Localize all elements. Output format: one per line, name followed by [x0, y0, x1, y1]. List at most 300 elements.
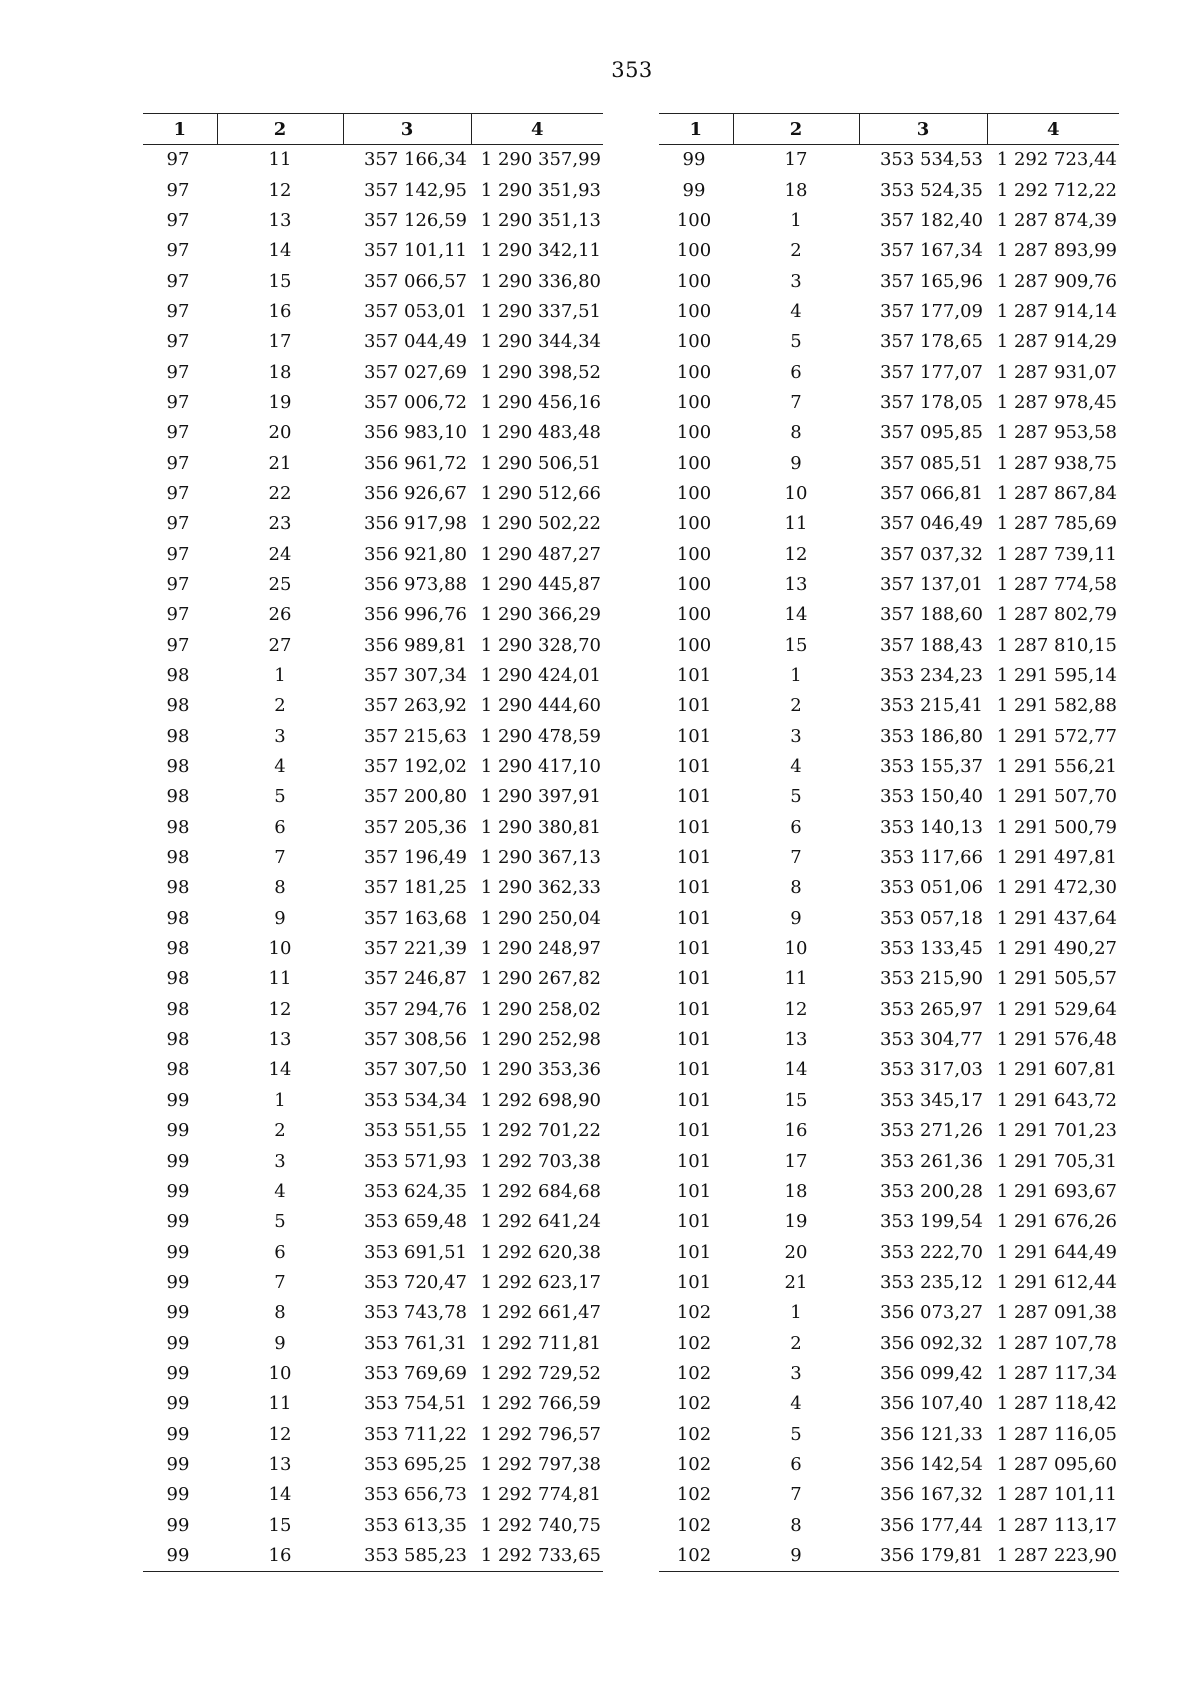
cell-x-coordinate: 353 186,80	[879, 725, 983, 747]
table-row	[143, 1450, 603, 1480]
table-row	[659, 1207, 1119, 1237]
table-row	[143, 1207, 603, 1237]
cell-y-coordinate: 1 290 337,51	[480, 300, 601, 322]
cell-x-coordinate: 356 961,72	[363, 452, 467, 474]
cell-point-number: 6	[274, 1241, 286, 1263]
cell-contour-number: 99	[166, 1180, 190, 1202]
cell-x-coordinate: 357 308,56	[363, 1029, 467, 1051]
table-row	[659, 1298, 1119, 1328]
table-row	[143, 995, 603, 1025]
cell-contour-number: 97	[166, 270, 190, 292]
cell-y-coordinate: 1 291 644,49	[996, 1241, 1117, 1263]
cell-contour-number: 97	[166, 543, 190, 565]
cell-y-coordinate: 1 287 101,11	[996, 1484, 1117, 1506]
cell-y-coordinate: 1 292 733,65	[471, 1541, 603, 1572]
table-header-row	[143, 114, 603, 145]
cell-x-coordinate: 357 085,51	[879, 452, 983, 474]
cell-contour-number: 102	[659, 1541, 733, 1572]
cell-point-number: 13	[784, 1029, 808, 1051]
table-row	[143, 1025, 603, 1055]
cell-y-coordinate: 1 290 424,01	[480, 665, 601, 687]
cell-y-coordinate: 1 292 796,57	[480, 1423, 601, 1445]
table-row	[659, 722, 1119, 752]
table-row	[659, 388, 1119, 418]
table-row	[659, 448, 1119, 478]
table-row	[143, 722, 603, 752]
cell-point-number: 13	[268, 1029, 292, 1051]
cell-point-number: 4	[790, 1393, 802, 1415]
cell-x-coordinate: 357 053,01	[363, 300, 467, 322]
cell-point-number: 1	[790, 209, 802, 231]
cell-x-coordinate: 353 235,12	[879, 1271, 983, 1293]
table-row	[659, 904, 1119, 934]
table-row	[659, 539, 1119, 569]
cell-y-coordinate: 1 287 909,76	[996, 270, 1117, 292]
cell-contour-number: 99	[166, 1089, 190, 1111]
cell-point-number: 9	[274, 907, 286, 929]
cell-point-number: 13	[268, 1453, 292, 1475]
cell-y-coordinate: 1 287 810,15	[996, 634, 1117, 656]
cell-contour-number: 98	[166, 786, 190, 808]
cell-x-coordinate: 357 182,40	[879, 209, 983, 231]
cell-y-coordinate: 1 290 380,81	[480, 816, 601, 838]
cell-y-coordinate: 1 292 684,68	[480, 1180, 601, 1202]
cell-y-coordinate: 1 287 785,69	[996, 513, 1117, 535]
table-row	[659, 509, 1119, 539]
cell-point-number: 8	[790, 422, 802, 444]
cell-y-coordinate: 1 292 766,59	[480, 1393, 601, 1415]
table-row	[659, 813, 1119, 843]
table-row	[659, 1177, 1119, 1207]
table-row	[143, 1419, 603, 1449]
cell-contour-number: 97	[166, 482, 190, 504]
cell-y-coordinate: 1 291 701,23	[996, 1120, 1117, 1142]
cell-y-coordinate: 1 292 711,81	[480, 1332, 601, 1354]
cell-point-number: 8	[790, 877, 802, 899]
cell-point-number: 5	[274, 786, 286, 808]
cell-y-coordinate: 1 287 107,78	[996, 1332, 1117, 1354]
cell-y-coordinate: 1 290 487,27	[480, 543, 601, 565]
cell-point-number: 12	[268, 998, 292, 1020]
cell-y-coordinate: 1 291 505,57	[996, 968, 1117, 990]
cell-contour-number: 101	[676, 786, 712, 808]
cell-point-number: 16	[217, 1541, 343, 1572]
cell-y-coordinate: 1 292 703,38	[480, 1150, 601, 1172]
cell-point-number: 3	[790, 725, 802, 747]
cell-point-number: 2	[274, 695, 286, 717]
cell-point-number: 7	[790, 391, 802, 413]
cell-x-coordinate: 356 179,81	[859, 1541, 987, 1572]
cell-contour-number: 98	[166, 877, 190, 899]
cell-x-coordinate: 353 524,35	[879, 179, 983, 201]
cell-x-coordinate: 353 534,34	[363, 1089, 467, 1111]
cell-y-coordinate: 1 291 529,64	[996, 998, 1117, 1020]
table-row	[143, 904, 603, 934]
cell-x-coordinate: 357 037,32	[879, 543, 983, 565]
cell-point-number: 5	[790, 331, 802, 353]
cell-point-number: 10	[268, 938, 292, 960]
cell-point-number: 10	[784, 938, 808, 960]
cell-x-coordinate: 357 178,05	[879, 391, 983, 413]
cell-contour-number: 97	[166, 422, 190, 444]
cell-point-number: 15	[784, 634, 808, 656]
cell-contour-number: 101	[676, 725, 712, 747]
cell-contour-number: 101	[676, 1271, 712, 1293]
cell-contour-number: 97	[166, 300, 190, 322]
table-body-right	[659, 145, 1119, 1572]
cell-point-number: 8	[274, 1302, 286, 1324]
cell-x-coordinate: 357 167,34	[879, 240, 983, 262]
table-row	[143, 145, 603, 176]
cell-x-coordinate: 353 761,31	[363, 1332, 467, 1354]
table-row	[143, 661, 603, 691]
column-header-4: 4	[471, 114, 603, 145]
coordinates-table-left	[143, 113, 603, 1572]
cell-y-coordinate: 1 291 693,67	[996, 1180, 1117, 1202]
table-row	[143, 448, 603, 478]
cell-y-coordinate: 1 287 867,84	[996, 482, 1117, 504]
cell-y-coordinate: 1 291 500,79	[996, 816, 1117, 838]
table-row	[659, 266, 1119, 296]
cell-x-coordinate: 353 200,28	[879, 1180, 983, 1202]
cell-x-coordinate: 357 066,57	[363, 270, 467, 292]
cell-point-number: 21	[784, 1271, 808, 1293]
table-row	[143, 1480, 603, 1510]
cell-contour-number: 99	[166, 1211, 190, 1233]
table-row	[659, 1025, 1119, 1055]
cell-contour-number: 100	[676, 513, 712, 535]
table-row	[143, 175, 603, 205]
cell-point-number: 7	[274, 1271, 286, 1293]
table-row	[659, 1419, 1119, 1449]
cell-x-coordinate: 357 178,65	[879, 331, 983, 353]
table-row	[143, 1055, 603, 1085]
cell-x-coordinate: 353 659,48	[363, 1211, 467, 1233]
cell-contour-number: 102	[676, 1423, 712, 1445]
cell-point-number: 15	[784, 1089, 808, 1111]
table-row	[659, 752, 1119, 782]
cell-x-coordinate: 356 073,27	[879, 1302, 983, 1324]
cell-point-number: 25	[268, 573, 292, 595]
table-row	[143, 206, 603, 236]
cell-x-coordinate: 353 711,22	[363, 1423, 467, 1445]
table-row	[143, 934, 603, 964]
cell-x-coordinate: 357 165,96	[879, 270, 983, 292]
cell-contour-number: 97	[166, 149, 190, 171]
cell-contour-number: 101	[676, 1089, 712, 1111]
cell-x-coordinate: 357 046,49	[879, 513, 983, 535]
cell-contour-number: 98	[166, 1059, 190, 1081]
cell-contour-number: 100	[676, 452, 712, 474]
table-row	[659, 1237, 1119, 1267]
cell-x-coordinate: 353 215,90	[879, 968, 983, 990]
cell-x-coordinate: 356 177,44	[879, 1514, 983, 1536]
cell-y-coordinate: 1 287 874,39	[996, 209, 1117, 231]
cell-contour-number: 97	[166, 209, 190, 231]
cell-point-number: 14	[268, 1484, 292, 1506]
table-row	[143, 327, 603, 357]
cell-contour-number: 99	[166, 1423, 190, 1445]
cell-x-coordinate: 353 051,06	[879, 877, 983, 899]
cell-point-number: 9	[274, 1332, 286, 1354]
column-header-1: 1	[659, 114, 733, 145]
cell-y-coordinate: 1 287 739,11	[996, 543, 1117, 565]
cell-x-coordinate: 356 121,33	[879, 1423, 983, 1445]
page-number: 353	[611, 58, 653, 82]
cell-x-coordinate: 353 117,66	[879, 847, 983, 869]
table-row	[143, 1541, 603, 1572]
cell-y-coordinate: 1 290 478,59	[480, 725, 601, 747]
cell-x-coordinate: 357 101,11	[363, 240, 467, 262]
cell-y-coordinate: 1 291 576,48	[996, 1029, 1117, 1051]
cell-point-number: 5	[274, 1211, 286, 1233]
cell-y-coordinate: 1 291 572,77	[996, 725, 1117, 747]
cell-x-coordinate: 357 192,02	[363, 756, 467, 778]
cell-y-coordinate: 1 290 351,13	[480, 209, 601, 231]
cell-x-coordinate: 356 099,42	[879, 1362, 983, 1384]
cell-x-coordinate: 357 137,01	[879, 573, 983, 595]
cell-point-number: 3	[790, 1362, 802, 1384]
cell-x-coordinate: 357 142,95	[363, 179, 467, 201]
table-row	[143, 1237, 603, 1267]
table-row	[659, 691, 1119, 721]
cell-contour-number: 97	[166, 513, 190, 535]
table-row	[659, 357, 1119, 387]
cell-contour-number: 99	[166, 1271, 190, 1293]
cell-contour-number: 99	[166, 1120, 190, 1142]
table-row	[143, 813, 603, 843]
cell-y-coordinate: 1 291 497,81	[996, 847, 1117, 869]
cell-y-coordinate: 1 290 512,66	[480, 482, 601, 504]
cell-contour-number: 101	[676, 1150, 712, 1172]
table-row	[659, 1116, 1119, 1146]
table-row	[143, 570, 603, 600]
cell-point-number: 7	[274, 847, 286, 869]
cell-point-number: 16	[268, 300, 292, 322]
cell-x-coordinate: 353 234,23	[879, 665, 983, 687]
cell-point-number: 6	[790, 816, 802, 838]
cell-contour-number: 100	[676, 209, 712, 231]
cell-point-number: 8	[274, 877, 286, 899]
cell-point-number: 6	[790, 361, 802, 383]
table-row	[659, 661, 1119, 691]
cell-contour-number: 97	[166, 331, 190, 353]
cell-contour-number: 101	[676, 1180, 712, 1202]
table-row	[659, 782, 1119, 812]
cell-x-coordinate: 356 917,98	[363, 513, 467, 535]
table-body-left	[143, 145, 603, 1572]
table-row	[143, 509, 603, 539]
cell-point-number: 18	[784, 1180, 808, 1202]
cell-y-coordinate: 1 287 802,79	[996, 604, 1117, 626]
cell-y-coordinate: 1 290 336,80	[480, 270, 601, 292]
cell-point-number: 17	[784, 149, 808, 171]
column-header-1: 1	[143, 114, 217, 145]
cell-contour-number: 97	[166, 179, 190, 201]
cell-point-number: 14	[784, 1059, 808, 1081]
table-row	[659, 1510, 1119, 1540]
cell-y-coordinate: 1 290 258,02	[480, 998, 601, 1020]
table-header-row	[659, 114, 1119, 145]
cell-contour-number: 101	[676, 1029, 712, 1051]
cell-x-coordinate: 357 006,72	[363, 391, 467, 413]
cell-x-coordinate: 357 200,80	[363, 786, 467, 808]
cell-x-coordinate: 353 585,23	[343, 1541, 471, 1572]
cell-point-number: 10	[784, 482, 808, 504]
cell-contour-number: 98	[166, 756, 190, 778]
cell-y-coordinate: 1 291 556,21	[996, 756, 1117, 778]
cell-point-number: 13	[268, 209, 292, 231]
cell-y-coordinate: 1 287 774,58	[996, 573, 1117, 595]
cell-point-number: 22	[268, 482, 292, 504]
cell-x-coordinate: 353 720,47	[363, 1271, 467, 1293]
table-row	[143, 1086, 603, 1116]
cell-contour-number: 100	[676, 604, 712, 626]
cell-contour-number: 102	[676, 1484, 712, 1506]
cell-y-coordinate: 1 291 582,88	[996, 695, 1117, 717]
cell-y-coordinate: 1 291 612,44	[996, 1271, 1117, 1293]
cell-contour-number: 100	[676, 391, 712, 413]
cell-y-coordinate: 1 290 357,99	[480, 149, 601, 171]
cell-point-number: 7	[790, 847, 802, 869]
cell-x-coordinate: 357 163,68	[363, 907, 467, 929]
cell-contour-number: 101	[676, 1241, 712, 1263]
table-row	[659, 964, 1119, 994]
cell-contour-number: 99	[166, 1241, 190, 1263]
cell-x-coordinate: 353 624,35	[363, 1180, 467, 1202]
cell-point-number: 1	[274, 665, 286, 687]
cell-x-coordinate: 353 271,26	[879, 1120, 983, 1142]
cell-point-number: 15	[268, 1514, 292, 1536]
cell-y-coordinate: 1 287 914,29	[996, 331, 1117, 353]
cell-contour-number: 98	[166, 695, 190, 717]
table-row	[143, 1268, 603, 1298]
cell-x-coordinate: 357 246,87	[363, 968, 467, 990]
cell-contour-number: 102	[676, 1332, 712, 1354]
cell-point-number: 12	[268, 1423, 292, 1445]
cell-point-number: 24	[268, 543, 292, 565]
cell-y-coordinate: 1 290 367,13	[480, 847, 601, 869]
cell-y-coordinate: 1 287 914,14	[996, 300, 1117, 322]
cell-point-number: 9	[790, 452, 802, 474]
table-row	[659, 175, 1119, 205]
table-row	[659, 1086, 1119, 1116]
cell-x-coordinate: 353 261,36	[879, 1150, 983, 1172]
cell-y-coordinate: 1 290 250,04	[480, 907, 601, 929]
cell-x-coordinate: 357 215,63	[363, 725, 467, 747]
cell-y-coordinate: 1 287 223,90	[987, 1541, 1119, 1572]
cell-point-number: 2	[274, 1120, 286, 1142]
cell-point-number: 12	[784, 998, 808, 1020]
cell-y-coordinate: 1 287 931,07	[996, 361, 1117, 383]
cell-contour-number: 101	[676, 877, 712, 899]
cell-point-number: 14	[268, 240, 292, 262]
cell-contour-number: 100	[676, 482, 712, 504]
cell-point-number: 4	[274, 756, 286, 778]
cell-y-coordinate: 1 292 723,44	[996, 149, 1117, 171]
cell-x-coordinate: 353 743,78	[363, 1302, 467, 1324]
cell-point-number: 13	[784, 573, 808, 595]
cell-point-number: 11	[268, 149, 292, 171]
table-row	[143, 843, 603, 873]
cell-contour-number: 98	[166, 1029, 190, 1051]
cell-x-coordinate: 357 095,85	[879, 422, 983, 444]
cell-x-coordinate: 353 571,93	[363, 1150, 467, 1172]
cell-contour-number: 100	[676, 361, 712, 383]
cell-x-coordinate: 357 307,50	[363, 1059, 467, 1081]
cell-y-coordinate: 1 290 444,60	[480, 695, 601, 717]
cell-contour-number: 100	[676, 573, 712, 595]
cell-contour-number: 100	[676, 240, 712, 262]
cell-y-coordinate: 1 290 362,33	[480, 877, 601, 899]
cell-y-coordinate: 1 290 456,16	[480, 391, 601, 413]
cell-point-number: 18	[268, 361, 292, 383]
table-row	[143, 357, 603, 387]
cell-x-coordinate: 353 691,51	[363, 1241, 467, 1263]
cell-point-number: 5	[790, 786, 802, 808]
cell-x-coordinate: 353 317,03	[879, 1059, 983, 1081]
table-row	[659, 1359, 1119, 1389]
cell-point-number: 6	[274, 816, 286, 838]
cell-y-coordinate: 1 291 472,30	[996, 877, 1117, 899]
cell-x-coordinate: 356 142,54	[879, 1453, 983, 1475]
cell-point-number: 11	[268, 1393, 292, 1415]
column-header-4: 4	[987, 114, 1119, 145]
cell-contour-number: 100	[676, 331, 712, 353]
table-row	[659, 297, 1119, 327]
cell-y-coordinate: 1 287 095,60	[996, 1453, 1117, 1475]
cell-point-number: 4	[274, 1180, 286, 1202]
cell-x-coordinate: 357 181,25	[363, 877, 467, 899]
cell-contour-number: 100	[676, 300, 712, 322]
table-row	[143, 964, 603, 994]
cell-contour-number: 97	[166, 391, 190, 413]
cell-point-number: 2	[790, 1332, 802, 1354]
cell-y-coordinate: 1 292 620,38	[480, 1241, 601, 1263]
cell-point-number: 1	[790, 1302, 802, 1324]
table-row	[659, 1055, 1119, 1085]
cell-y-coordinate: 1 292 774,81	[480, 1484, 601, 1506]
table-row	[143, 297, 603, 327]
table-row	[659, 236, 1119, 266]
cell-point-number: 10	[268, 1362, 292, 1384]
cell-x-coordinate: 353 199,54	[879, 1211, 983, 1233]
cell-y-coordinate: 1 292 641,24	[480, 1211, 601, 1233]
table-row	[659, 1146, 1119, 1176]
cell-point-number: 11	[784, 513, 808, 535]
cell-contour-number: 100	[676, 422, 712, 444]
cell-y-coordinate: 1 287 117,34	[996, 1362, 1117, 1384]
cell-x-coordinate: 357 126,59	[363, 209, 467, 231]
cell-contour-number: 99	[682, 179, 706, 201]
cell-contour-number: 102	[676, 1453, 712, 1475]
cell-y-coordinate: 1 291 607,81	[996, 1059, 1117, 1081]
cell-point-number: 9	[733, 1541, 859, 1572]
cell-contour-number: 99	[166, 1484, 190, 1506]
cell-x-coordinate: 353 613,35	[363, 1514, 467, 1536]
cell-x-coordinate: 353 140,13	[879, 816, 983, 838]
cell-point-number: 12	[784, 543, 808, 565]
table-row	[143, 1359, 603, 1389]
cell-y-coordinate: 1 287 893,99	[996, 240, 1117, 262]
table-row	[143, 1389, 603, 1419]
cell-contour-number: 99	[166, 1332, 190, 1354]
cell-y-coordinate: 1 290 351,93	[480, 179, 601, 201]
table-row	[659, 1389, 1119, 1419]
cell-contour-number: 101	[676, 998, 712, 1020]
cell-contour-number: 102	[676, 1393, 712, 1415]
table-row	[659, 145, 1119, 176]
